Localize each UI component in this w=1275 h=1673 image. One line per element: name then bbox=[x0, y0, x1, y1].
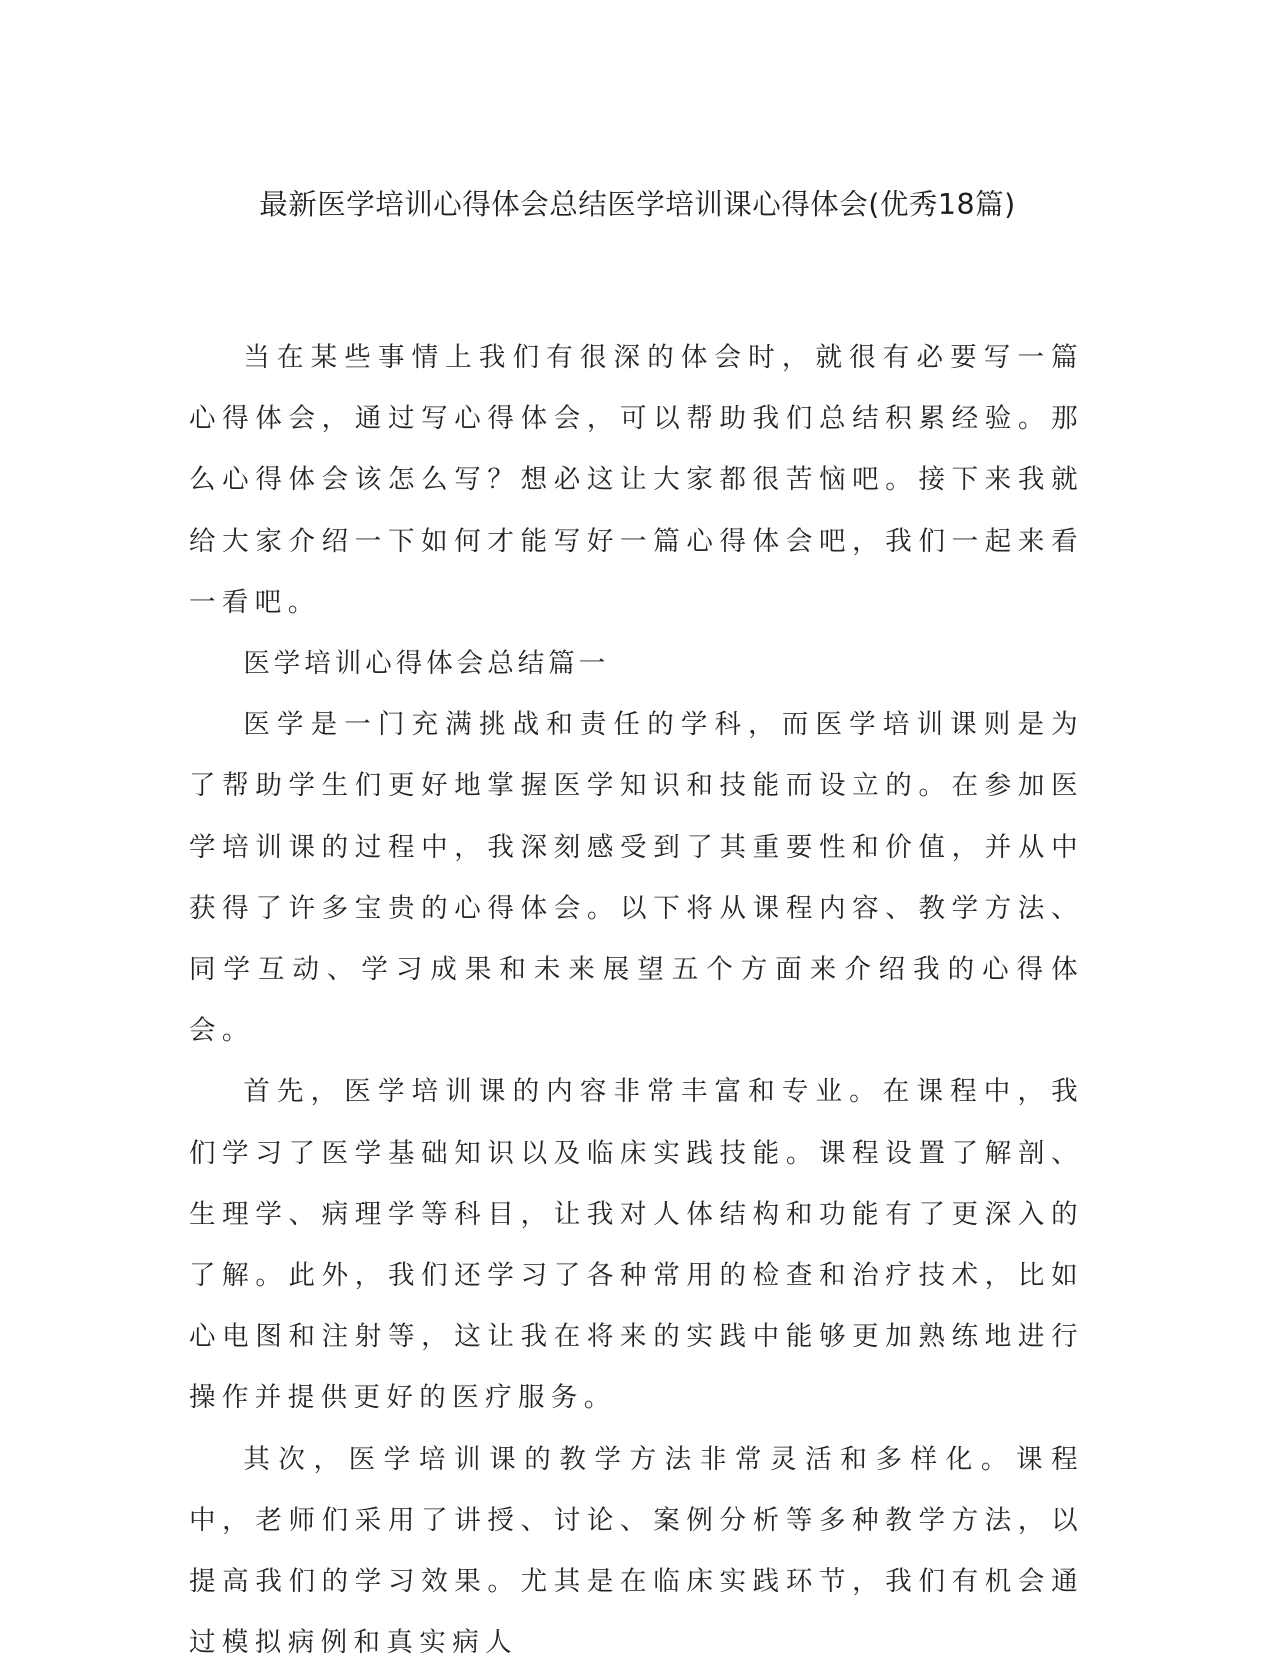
document-title: 最新医学培训心得体会总结医学培训课心得体会(优秀18篇) bbox=[259, 188, 1016, 221]
body-paragraph: 其次，医学培训课的教学方法非常灵活和多样化。课程中，老师们采用了讲授、讨论、案例分析等多种教学方法，以提高我们的学习效果。尤其是在临床实践环节，我们有机会通过模拟病例和真实病人 bbox=[189, 1443, 1084, 1659]
body-paragraph: 医学是一门充满挑战和责任的学科，而医学培训课则是为了帮助学生们更好地掌握医学知识和技能而设立的。在参加医学培训课的过程中，我深刻感受到了其重要性和价值，并从中获得了许多宝贵的心得体会。以下将从课程内容、教学方法、同学互动、学习成果和未来展望五个方面来介绍我的心得体会。 bbox=[189, 709, 1084, 1047]
document-body bbox=[189, 327, 1084, 1673]
body-paragraph: 首先，医学培训课的内容非常丰富和专业。在课程中，我们学习了医学基础知识以及临床实践技能。课程设置了解剖、生理学、病理学等科目，让我对人体结构和功能有了更深入的了解。此外，我们还学习了各种常用的检查和治疗技术，比如心电图和注射等，这让我在将来的实践中能够更加熟练地进行操作并提供更好的医疗服务。 bbox=[189, 1076, 1084, 1414]
section-heading: 医学培训心得体会总结篇一 bbox=[243, 648, 610, 680]
intro-paragraph: 当在某些事情上我们有很深的体会时，就很有必要写一篇心得体会，通过写心得体会，可以帮助我们总结积累经验。那么心得体会该怎么写？想必这让大家都很苦恼吧。接下来我就给大家介绍一下如何才能写好一篇心得体会吧，我们一起来看一看吧。 bbox=[189, 342, 1084, 618]
